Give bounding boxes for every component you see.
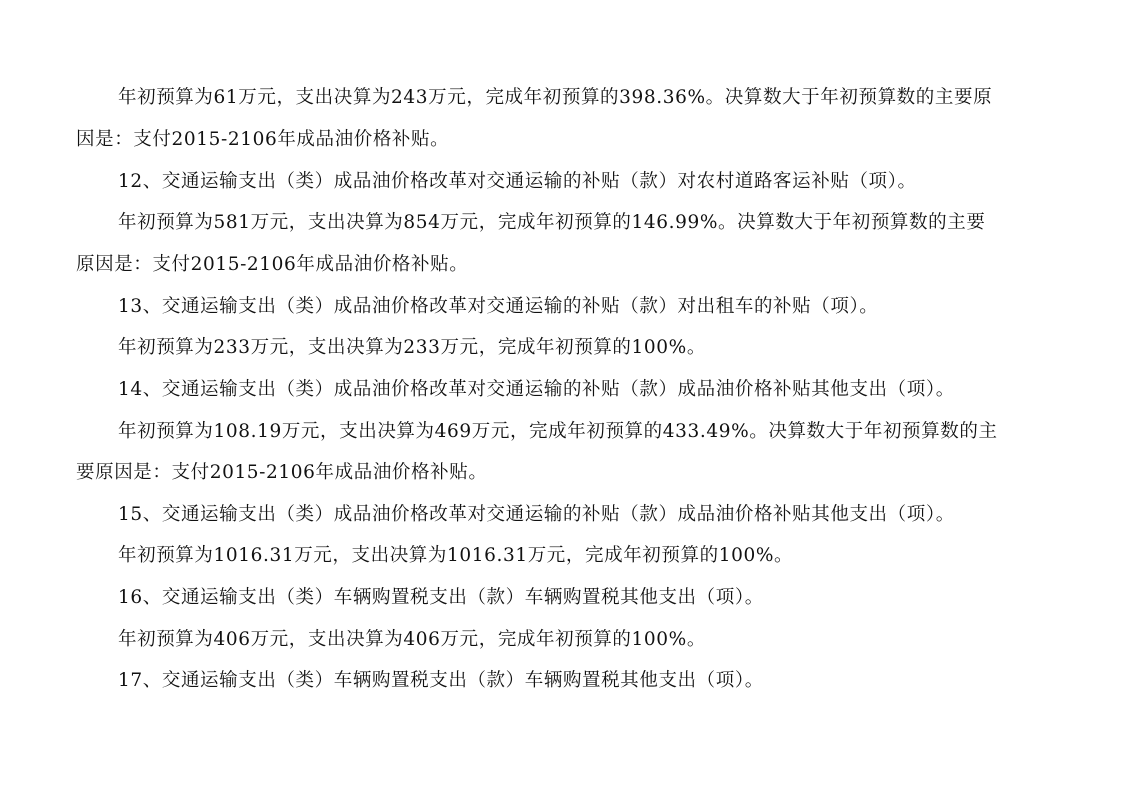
- item-heading-15: 15、交通运输支出（类）成品油价格改革对交通运输的补贴（款）成品油价格补贴其他支出（项）。: [118, 504, 955, 525]
- budget-paragraph-line: 年初预算为233万元，支出决算为233万元，完成年初预算的100%。: [118, 337, 706, 358]
- budget-paragraph-line: 年初预算为108.19万元，支出决算为469万元，完成年初预算的433.49%。决算数大于年初预算数的主: [118, 421, 998, 442]
- budget-paragraph-line: 年初预算为581万元，支出决算为854万元，完成年初预算的146.99%。决算数大于年初预算数的主要: [118, 212, 986, 233]
- budget-paragraph-line: 因是：支付2015-2106年成品油价格补贴。: [76, 129, 450, 150]
- budget-paragraph-line: 原因是：支付2015-2106年成品油价格补贴。: [76, 254, 469, 275]
- item-heading-14: 14、交通运输支出（类）成品油价格改革对交通运输的补贴（款）成品油价格补贴其他支出（项）。: [118, 379, 955, 400]
- item-heading-13: 13、交通运输支出（类）成品油价格改革对交通运输的补贴（款）对出租车的补贴（项）。: [118, 296, 879, 317]
- budget-paragraph-line: 年初预算为61万元，支出决算为243万元，完成年初预算的398.36%。决算数大于年初预算数的主要原: [118, 87, 993, 108]
- item-heading-17: 17、交通运输支出（类）车辆购置税支出（款）车辆购置税其他支出（项）。: [118, 670, 764, 691]
- item-heading-12: 12、交通运输支出（类）成品油价格改革对交通运输的补贴（款）对农村道路客运补贴（项）。: [118, 171, 917, 192]
- budget-paragraph-line: 年初预算为1016.31万元，支出决算为1016.31万元，完成年初预算的100%。: [118, 545, 794, 566]
- budget-paragraph-line: 年初预算为406万元，支出决算为406万元，完成年初预算的100%。: [118, 629, 706, 650]
- budget-paragraph-line: 要原因是：支付2015-2106年成品油价格补贴。: [76, 462, 488, 483]
- item-heading-16: 16、交通运输支出（类）车辆购置税支出（款）车辆购置税其他支出（项）。: [118, 587, 764, 608]
